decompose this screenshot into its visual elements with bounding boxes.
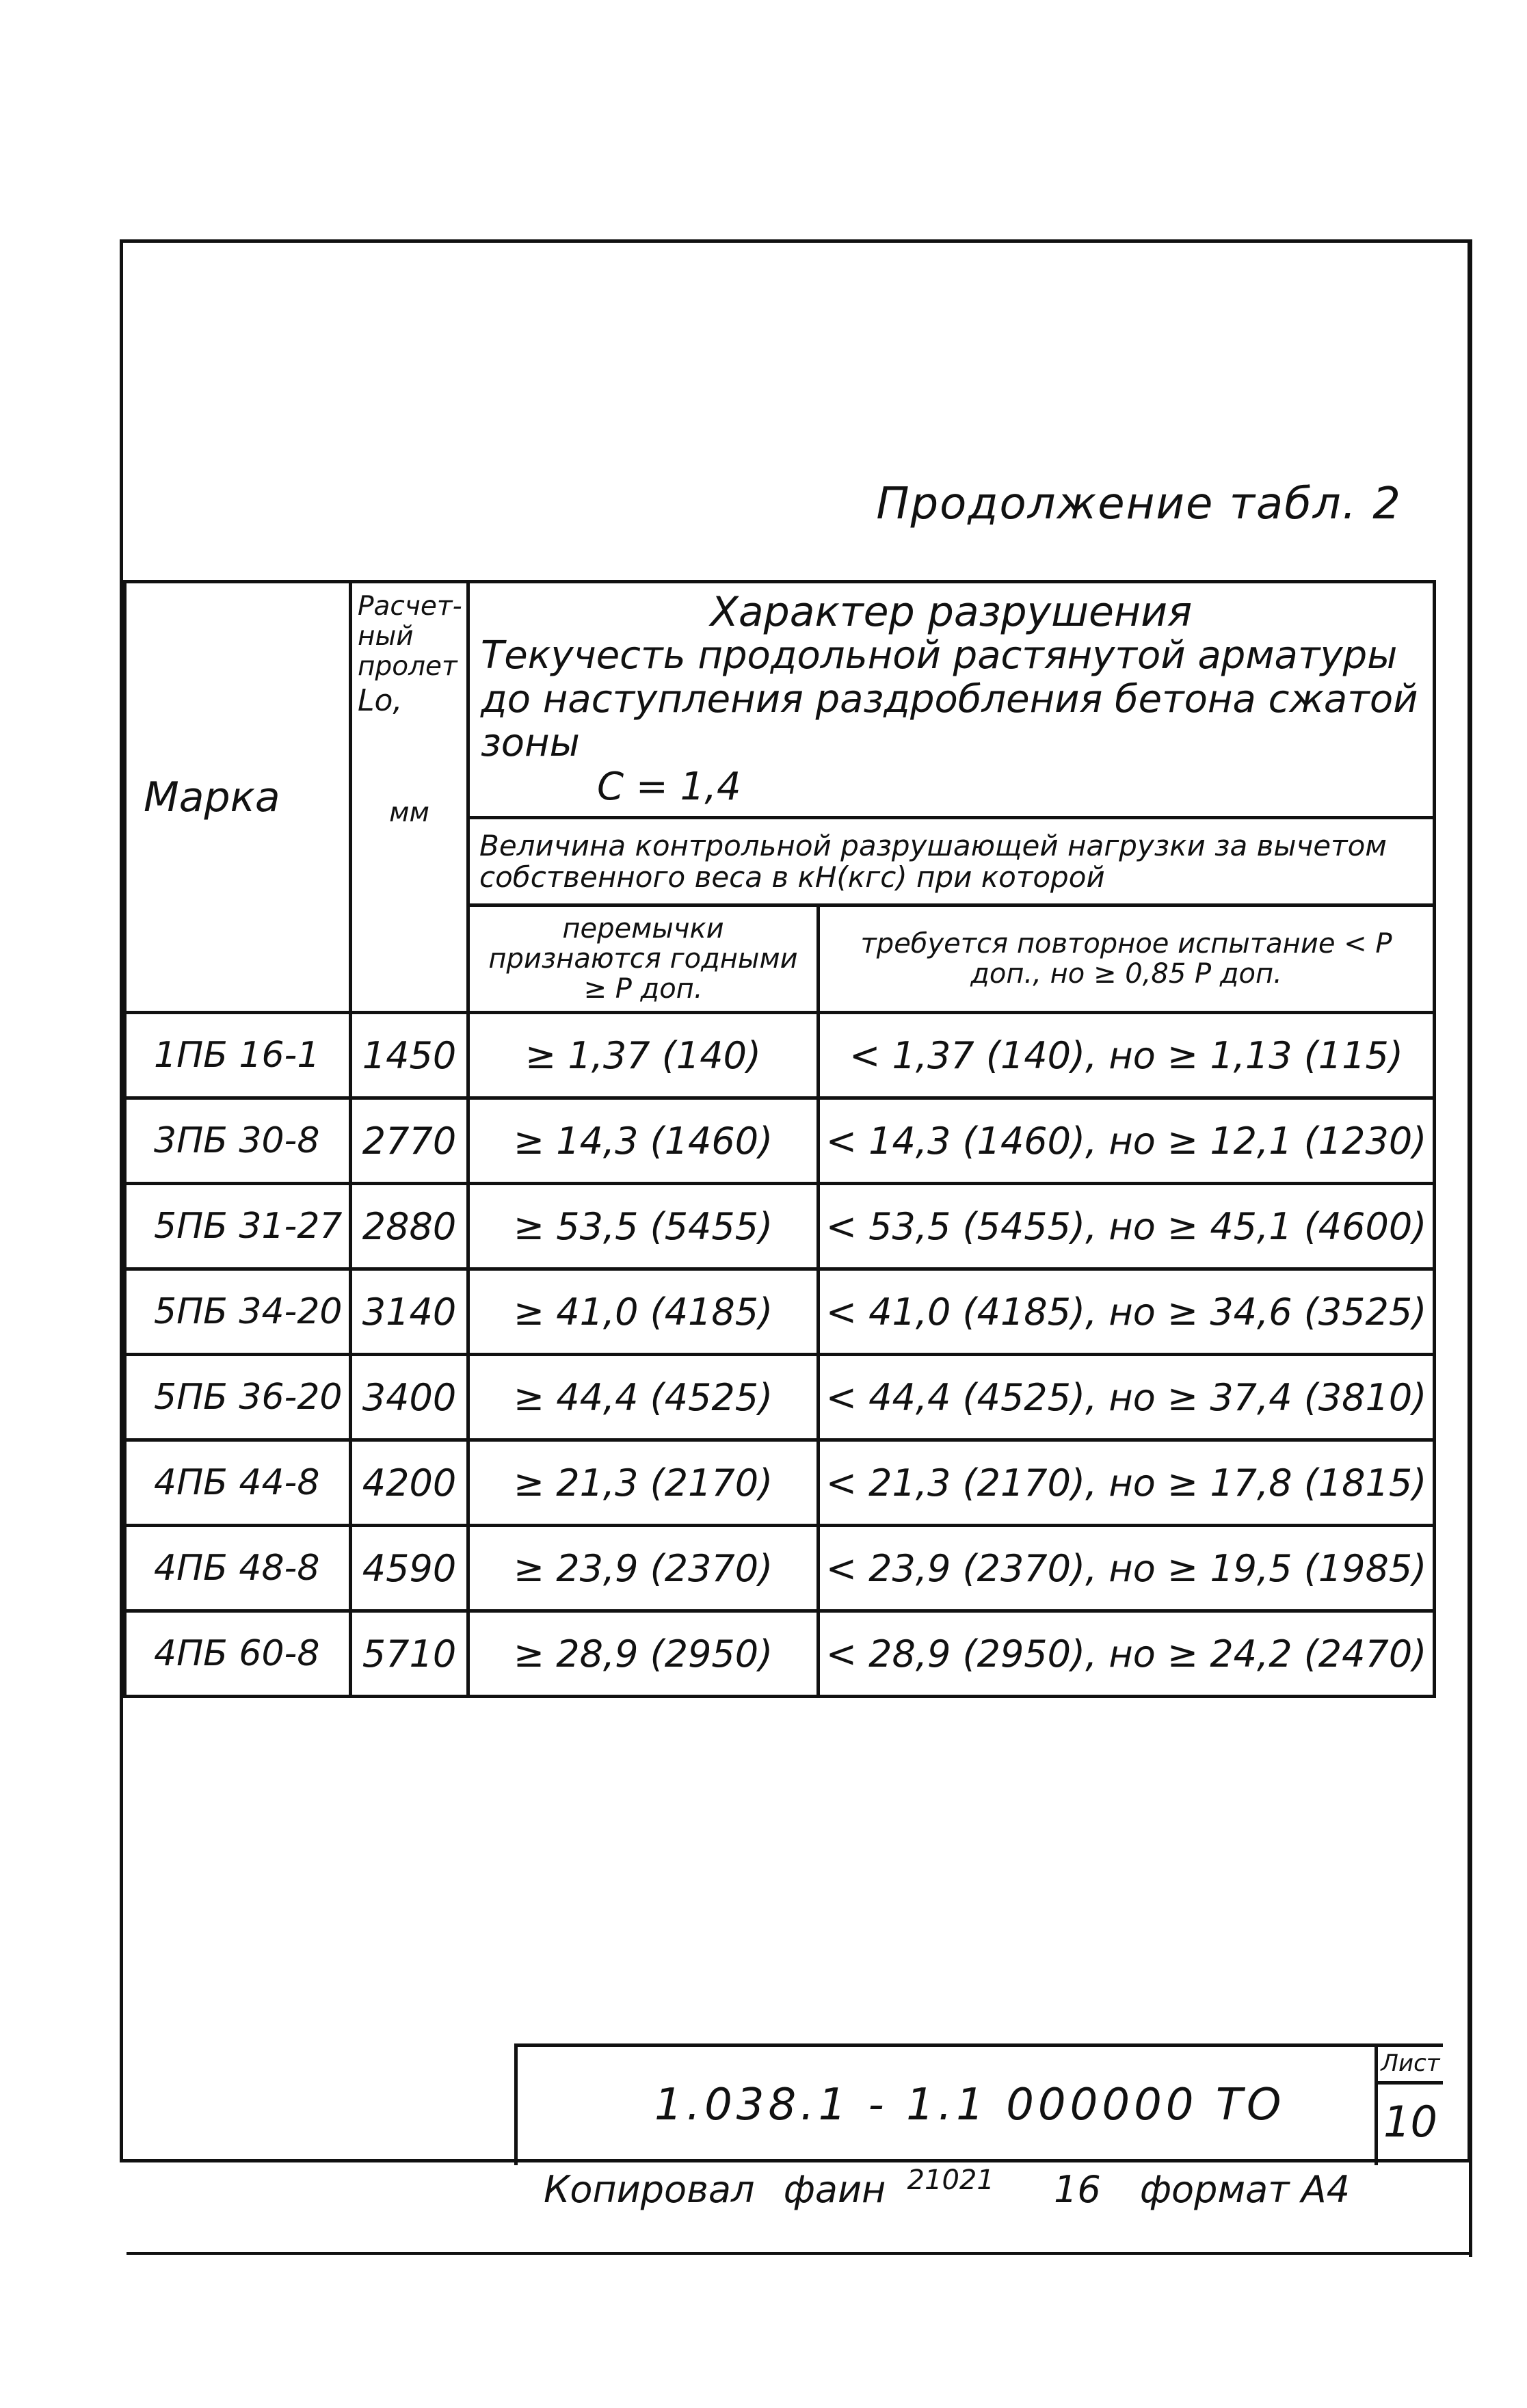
- cell-accept: ≥ 23,9 (2370): [468, 1526, 819, 1611]
- cell-span: 5710: [351, 1611, 468, 1697]
- header-span-line: Расчет-: [358, 591, 462, 622]
- cell-retest: < 44,4 (4525), но ≥ 37,4 (3810): [819, 1355, 1435, 1440]
- header-load: Величина контрольной разрушающей нагрузки за вычетом собственного веса в кН(кгс) при которой: [468, 818, 1435, 905]
- table-row: [125, 1098, 1435, 1184]
- header-character-title: Характер разрушения: [710, 588, 1193, 636]
- cell-span: 2880: [351, 1184, 468, 1269]
- cell-retest: < 41,0 (4185), но ≥ 34,6 (3525): [819, 1269, 1435, 1355]
- cell-accept: ≥ 28,9 (2950): [468, 1611, 819, 1697]
- cell-span: 2770: [351, 1098, 468, 1184]
- cell-accept: ≥ 14,3 (1460): [468, 1098, 819, 1184]
- cell-mark: 5ПБ 34-20: [125, 1269, 351, 1355]
- document-code: 1.038.1 - 1.1 000000 ТО: [654, 2080, 1286, 2130]
- header-character-coef: С = 1,4: [597, 765, 741, 809]
- table-row: [125, 1526, 1435, 1611]
- cell-retest: < 28,9 (2950), но ≥ 24,2 (2470): [819, 1611, 1435, 1697]
- cell-mark: 3ПБ 30-8: [125, 1098, 351, 1184]
- sheet-bottom-rule: [127, 2252, 1472, 2255]
- table-row: [125, 1269, 1435, 1355]
- header-col-retest: требуется повторное испытание < Р доп., но ≥ 0,85 Р доп.: [819, 905, 1435, 1013]
- sheet-number: 10: [1383, 2097, 1437, 2147]
- load-test-table: [123, 580, 1436, 1698]
- table-row: [125, 1355, 1435, 1440]
- cell-span: 1450: [351, 1013, 468, 1098]
- title-block: [514, 2043, 1443, 2165]
- cell-span: 4590: [351, 1526, 468, 1611]
- footer-order: 21021: [907, 2165, 994, 2196]
- cell-accept: ≥ 41,0 (4185): [468, 1269, 819, 1355]
- cell-accept: ≥ 1,37 (140): [468, 1013, 819, 1098]
- table-row: [125, 1611, 1435, 1697]
- cell-retest: < 1,37 (140), но ≥ 1,13 (115): [819, 1013, 1435, 1098]
- header-character-text: Текучесть продольной растянутой арматуры до наступления раздробления бетона сжатой зоны: [481, 633, 1418, 765]
- header-span-line: ный: [358, 621, 414, 652]
- cell-span: 4200: [351, 1440, 468, 1526]
- footer-mid: 16: [1053, 2168, 1101, 2211]
- cell-mark: 1ПБ 16-1: [125, 1013, 351, 1098]
- header-span-line: Lo,: [358, 683, 403, 718]
- cell-span: 3140: [351, 1269, 468, 1355]
- sheet-label: Лист: [1378, 2047, 1443, 2085]
- table-row: [125, 1013, 1435, 1098]
- footer: [544, 2165, 1350, 2211]
- cell-accept: ≥ 53,5 (5455): [468, 1184, 819, 1269]
- table-continuation-label: Продолжение табл. 2: [876, 479, 1402, 529]
- header-span-line: пролет: [358, 651, 457, 682]
- table-row: [125, 1440, 1435, 1526]
- cell-mark: 4ПБ 44-8: [125, 1440, 351, 1526]
- footer-name: фаин: [783, 2168, 886, 2211]
- cell-retest: < 21,3 (2170), но ≥ 17,8 (1815): [819, 1440, 1435, 1526]
- cell-accept: ≥ 44,4 (4525): [468, 1355, 819, 1440]
- table-row: [125, 1184, 1435, 1269]
- cell-mark: 5ПБ 36-20: [125, 1355, 351, 1440]
- header-span: [351, 582, 468, 1013]
- header-span-unit: мм: [389, 797, 429, 828]
- cell-retest: < 23,9 (2370), но ≥ 19,5 (1985): [819, 1526, 1435, 1611]
- header-col-accept: перемычки признаются годными ≥ Р доп.: [468, 905, 819, 1013]
- cell-mark: 5ПБ 31-27: [125, 1184, 351, 1269]
- cell-accept: ≥ 21,3 (2170): [468, 1440, 819, 1526]
- cell-mark: 4ПБ 48-8: [125, 1526, 351, 1611]
- cell-span: 3400: [351, 1355, 468, 1440]
- sheet-box: [1375, 2047, 1443, 2165]
- footer-format: формат А4: [1139, 2168, 1351, 2211]
- cell-retest: < 53,5 (5455), но ≥ 45,1 (4600): [819, 1184, 1435, 1269]
- header-mark: Марка: [125, 582, 351, 1013]
- sheet-frame-right-edge: [1469, 239, 1472, 2257]
- cell-mark: 4ПБ 60-8: [125, 1611, 351, 1697]
- cell-retest: < 14,3 (1460), но ≥ 12,1 (1230): [819, 1098, 1435, 1184]
- footer-copied: Копировал: [544, 2168, 755, 2211]
- header-character: [468, 582, 1435, 818]
